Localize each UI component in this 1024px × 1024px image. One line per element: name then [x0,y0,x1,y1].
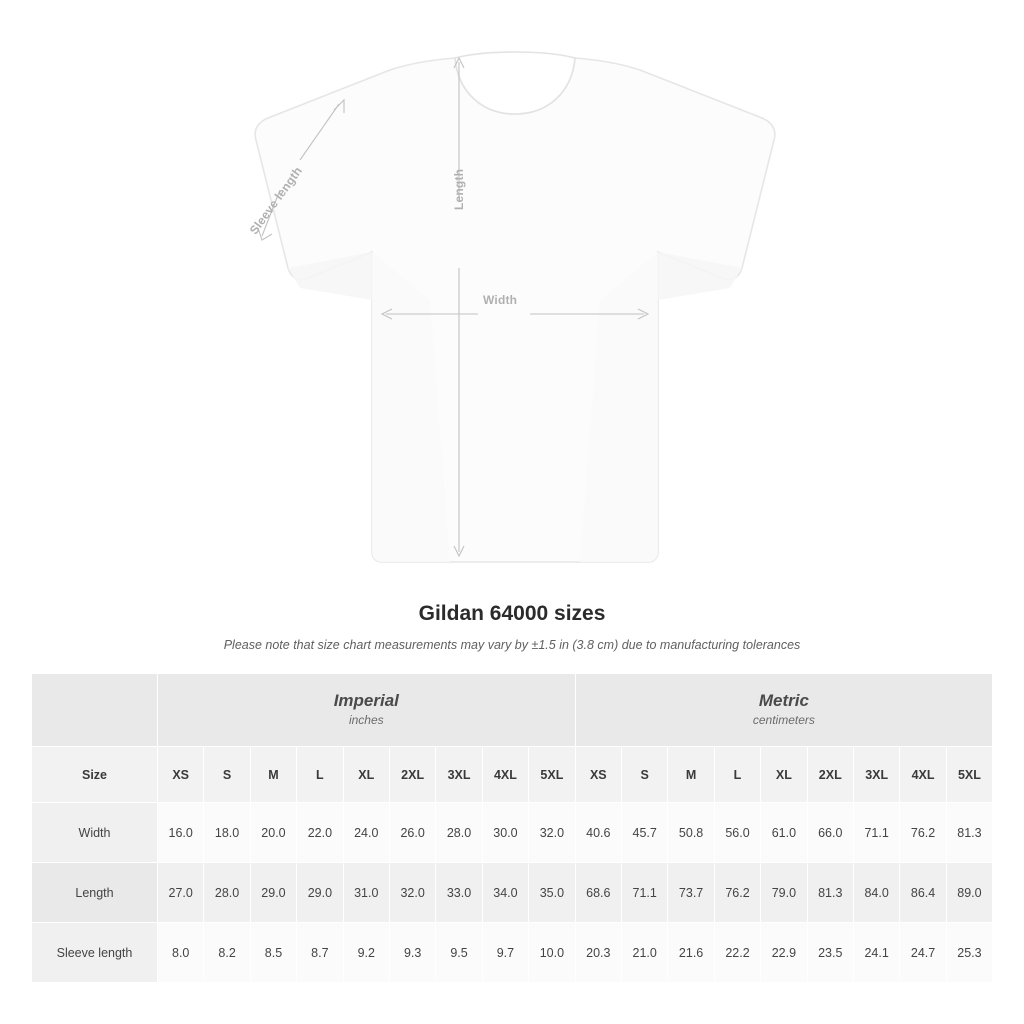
unit-group-imperial [158,674,576,747]
table-cell: 56.0 [714,803,760,863]
table-cell: 10.0 [529,923,576,983]
table-cell: 9.5 [436,923,482,983]
size-header-cell: 3XL [436,747,482,803]
table-cell: 20.0 [250,803,296,863]
table-row [32,923,993,983]
table-cell: 34.0 [482,863,528,923]
table-cell: 71.1 [853,803,899,863]
table-cell: 24.7 [900,923,946,983]
table-cell: 76.2 [900,803,946,863]
size-header-cell: XL [343,747,389,803]
table-cell: 33.0 [436,863,482,923]
table-cell: 81.3 [946,803,992,863]
table-cell: 24.1 [853,923,899,983]
unit-group-spacer [32,674,158,747]
table-cell: 21.6 [668,923,714,983]
table-cell: 22.9 [761,923,807,983]
table-cell: 9.2 [343,923,389,983]
unit-group-metric-unit: centimeters [752,713,815,728]
unit-group-row [32,674,993,747]
length-dimension-label: Length [452,168,466,210]
table-row [32,863,993,923]
table-cell: 25.3 [946,923,992,983]
size-header-cell: 4XL [482,747,528,803]
table-cell: 32.0 [389,863,435,923]
table-cell: 29.0 [297,863,343,923]
size-header-cell: M [668,747,714,803]
table-cell: 81.3 [807,863,853,923]
table-cell: 40.6 [575,803,621,863]
table-cell: 76.2 [714,863,760,923]
size-header-cell: 5XL [946,747,992,803]
size-header-cell: L [297,747,343,803]
size-header-cell: XS [158,747,204,803]
table-cell: 29.0 [250,863,296,923]
table-cell: 9.3 [389,923,435,983]
table-cell: 31.0 [343,863,389,923]
size-header-cell: XL [761,747,807,803]
table-cell: 89.0 [946,863,992,923]
size-header-cell: L [714,747,760,803]
size-header-cell: S [204,747,250,803]
table-cell: 50.8 [668,803,714,863]
table-row [32,803,993,863]
table-cell: 71.1 [622,863,668,923]
size-header-cell: 2XL [389,747,435,803]
table-cell: 26.0 [389,803,435,863]
size-header-label: Size [32,747,158,803]
unit-group-imperial-name: Imperial [333,690,399,710]
table-cell: 23.5 [807,923,853,983]
table-cell: 20.3 [575,923,621,983]
table-cell: 28.0 [436,803,482,863]
table-cell: 8.7 [297,923,343,983]
table-cell: 22.2 [714,923,760,983]
table-cell: 61.0 [761,803,807,863]
table-cell: 21.0 [622,923,668,983]
unit-group-metric-name: Metric [758,690,809,710]
unit-group-imperial-unit: inches [348,713,384,728]
table-cell: 22.0 [297,803,343,863]
table-cell: 8.0 [158,923,204,983]
table-cell: 68.6 [575,863,621,923]
table-cell: 84.0 [853,863,899,923]
table-cell: 32.0 [529,803,576,863]
table-cell: 24.0 [343,803,389,863]
width-dimension-label: Width [483,293,518,307]
size-header-cell: 2XL [807,747,853,803]
table-cell: 27.0 [158,863,204,923]
size-header-cell: 4XL [900,747,946,803]
table-cell: 79.0 [761,863,807,923]
table-cell: 9.7 [482,923,528,983]
size-header-cell: 5XL [529,747,576,803]
size-header-cell: M [250,747,296,803]
size-header-cell: 3XL [853,747,899,803]
table-cell: 8.2 [204,923,250,983]
table-cell: 18.0 [204,803,250,863]
size-chart-table [31,673,993,983]
size-chart-table-wrapper [31,673,993,983]
row-label-width: Width [32,803,158,863]
table-cell: 35.0 [529,863,576,923]
row-label-sleeve-length: Sleeve length [32,923,158,983]
table-cell: 86.4 [900,863,946,923]
tolerance-note: Please note that size chart measurements may vary by ±1.5 in (3.8 cm) due to manufacturing tolerances [223,638,801,652]
row-label-length: Length [32,863,158,923]
table-cell: 45.7 [622,803,668,863]
size-header-cell: S [622,747,668,803]
size-header-row [32,747,993,803]
table-cell: 73.7 [668,863,714,923]
table-cell: 8.5 [250,923,296,983]
table-cell: 28.0 [204,863,250,923]
size-header-cell: XS [575,747,621,803]
unit-group-metric [575,674,993,747]
page-title: Gildan 64000 sizes [418,602,606,625]
table-cell: 66.0 [807,803,853,863]
table-cell: 30.0 [482,803,528,863]
sleeve-length-dimension-label: Sleeve length [246,164,306,237]
table-cell: 16.0 [158,803,204,863]
